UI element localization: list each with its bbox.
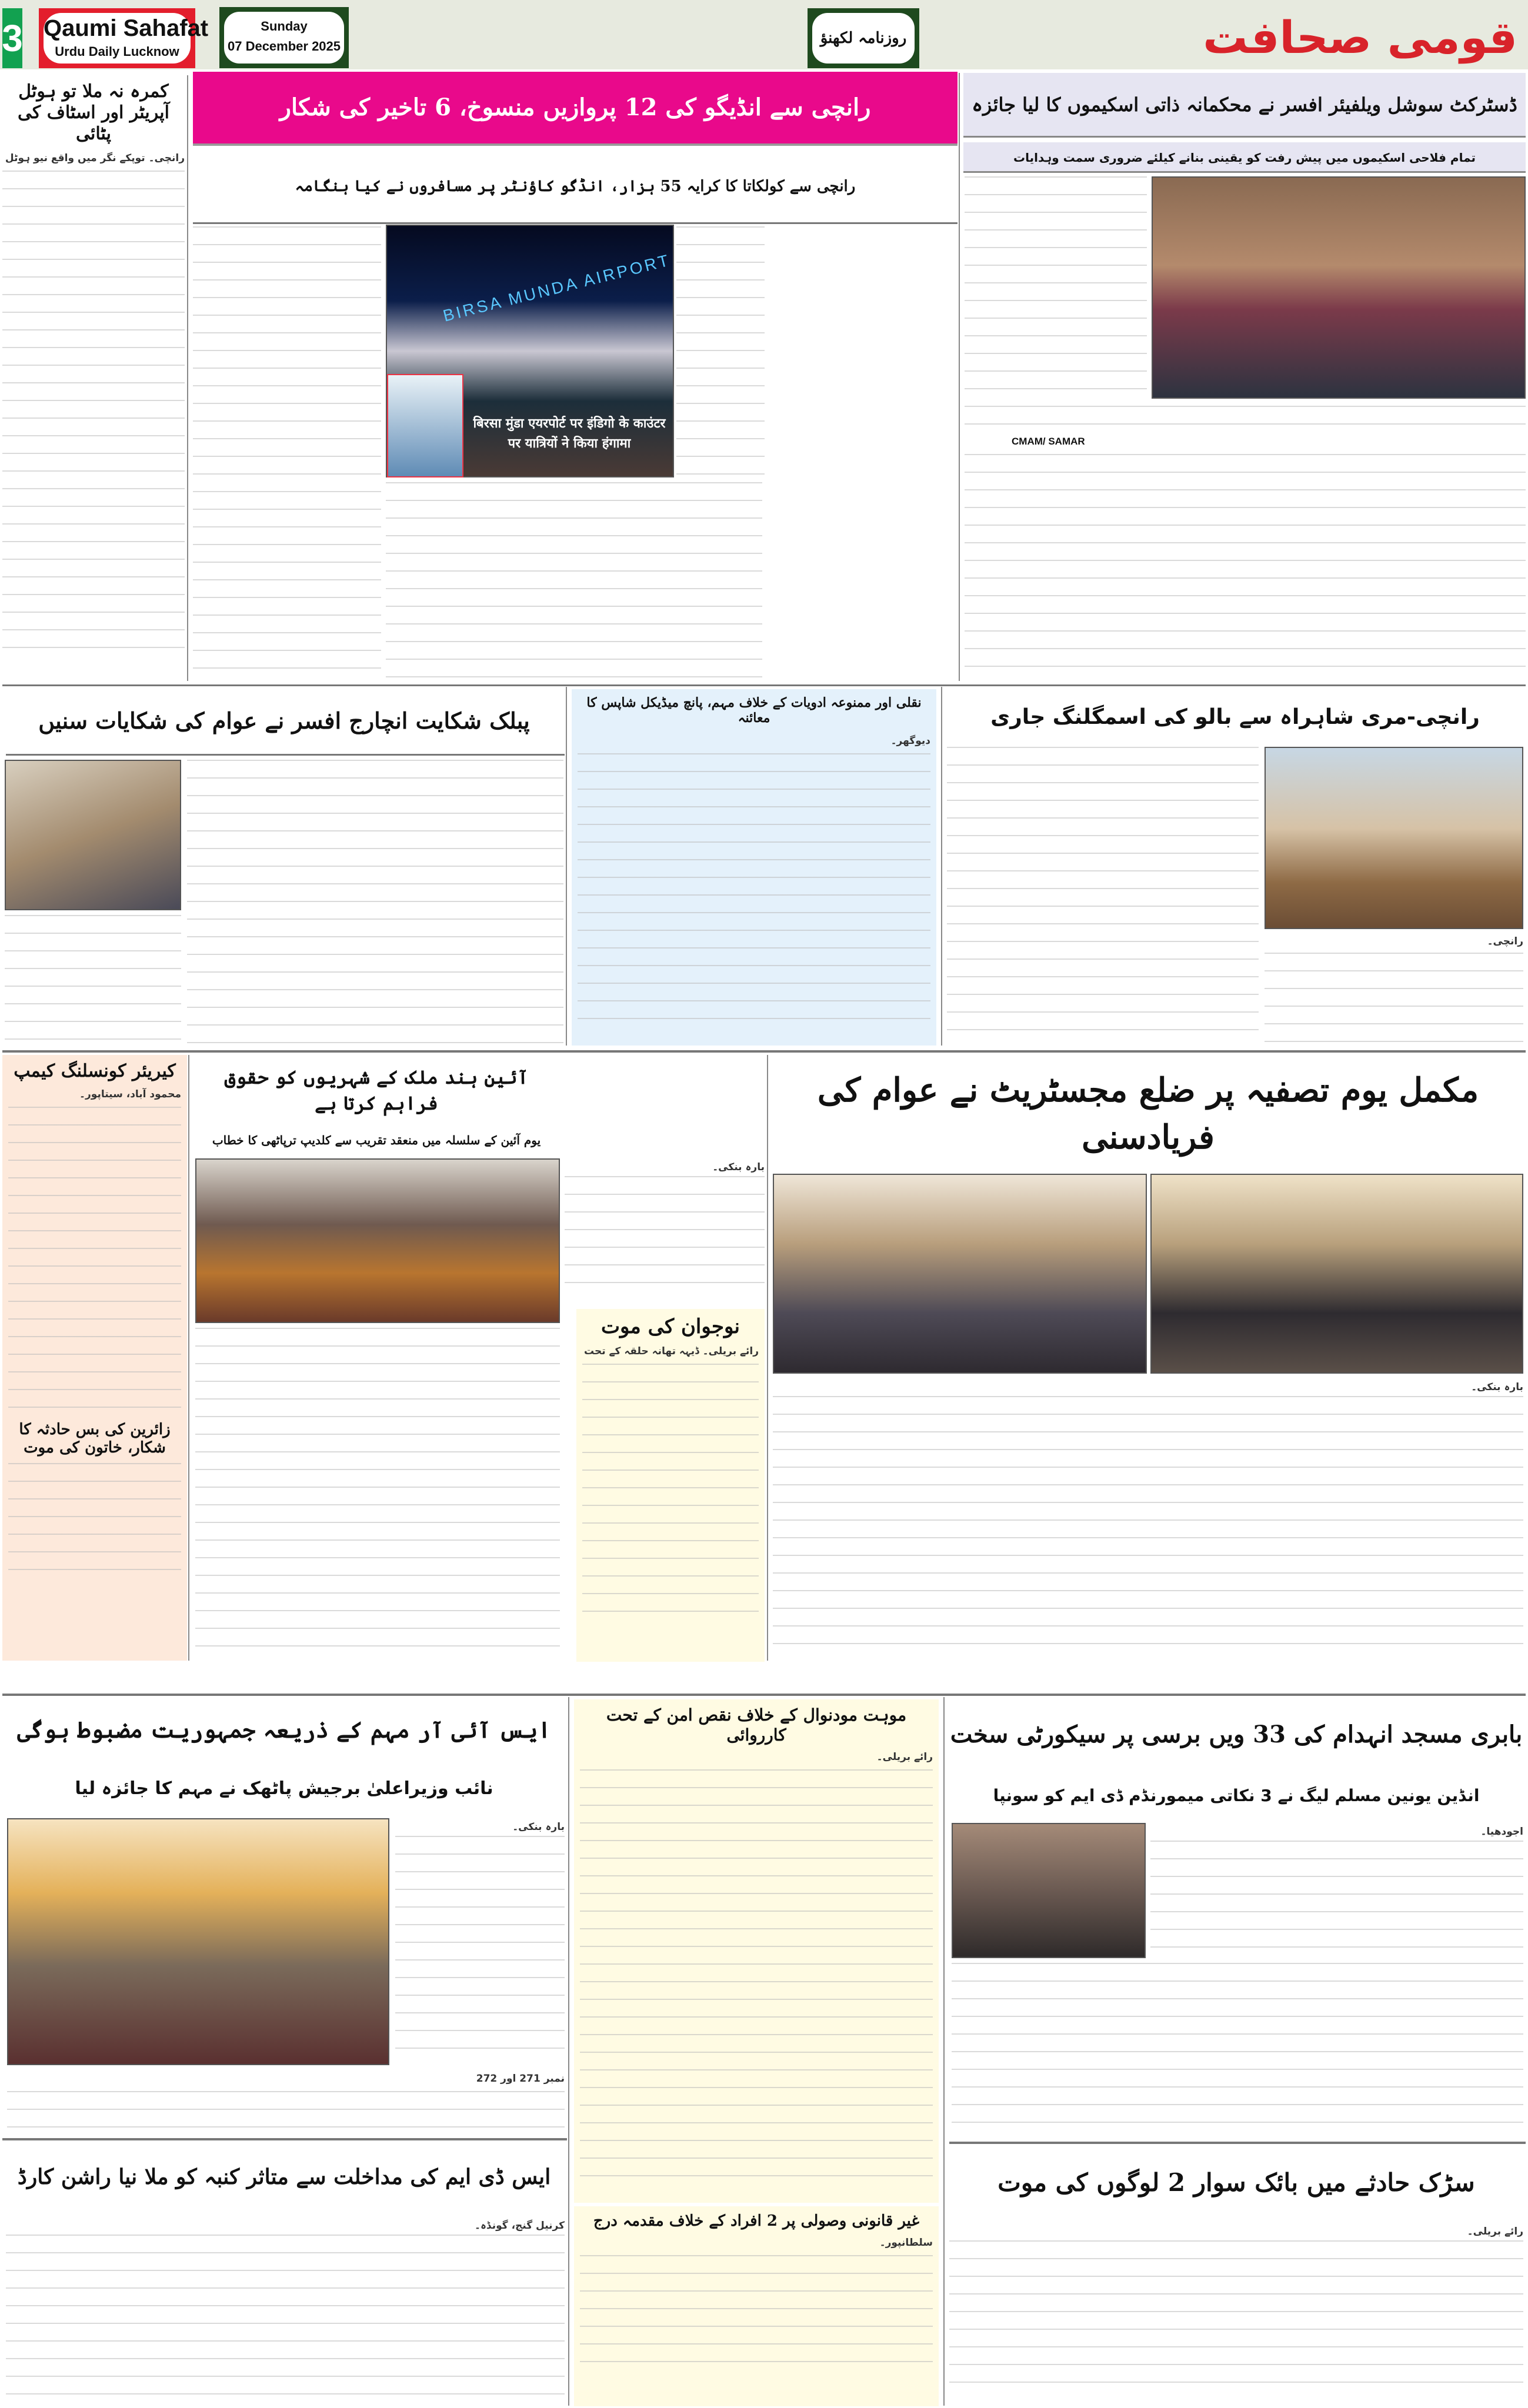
- article-text-welfare-bottom: [965, 454, 1526, 681]
- subhead-constitution: یوم آئین کے سلسلہ میں منعقد تقریب سے کلدیپ ترپاٹھی کا خطاب: [212, 1133, 541, 1147]
- photo-airport: [386, 225, 674, 477]
- photo-caption-hindi: बिरसा मुंडा एयरपोर्ट पर इंडिगो के काउंटर पर यात्रियों ने किया हंगामा: [473, 416, 666, 451]
- page-number-badge: 3: [2, 8, 22, 68]
- story-medicine: [572, 689, 936, 1046]
- dateline-career: محمود آباد، سیتاپور۔: [79, 1088, 181, 1100]
- headline-extortion: غیر قانونی وصولی پر 2 افراد کے خلاف مقدمہ درج: [593, 2212, 920, 2230]
- article-text-sir: [7, 2091, 565, 2135]
- article-text-complaint: [187, 760, 563, 1044]
- banner-indigo: رانچی سے انڈیگو کی 12 پروازیں منسوخ، 6 تاخیر کی شکار: [193, 72, 957, 146]
- headline-peace: موہت مودنوال کے خلاف نقص امن کے تحت کارروائی: [606, 1705, 907, 1745]
- headline-babri: بابری مسجد انہدام کی 33 ویں برسی پر سیکورٹی سخت: [950, 1721, 1523, 1748]
- article-text-indigo-bottom: [386, 482, 762, 681]
- section-rule: [2, 684, 1526, 686]
- subhead-indigo: رانچی سے کولکاتا کا کرایہ 55 ہزار، انڈگو کاؤنٹر پر مسافروں نے کیا ہنگامہ: [295, 178, 856, 195]
- headline-pilgrims: زائرین کی بس حادثہ کا شکار، خاتون کی موت: [19, 1421, 171, 1457]
- title-english: Qaumi Sahafat: [44, 15, 209, 41]
- column-divider: [941, 687, 942, 1046]
- photo-magistrate-desk: [1150, 1174, 1523, 1374]
- column-divider: [568, 1697, 569, 2406]
- article-text-welfare-mid: [965, 406, 1526, 429]
- article-text-peace: [580, 1769, 933, 2181]
- roznama-frame: [808, 8, 919, 68]
- photo-sir-meeting: [7, 1818, 389, 2065]
- headline-accident: سڑک حادثے میں بائک سوار 2 لوگوں کی موت: [997, 2168, 1475, 2197]
- issue-date: 07 December 2025: [227, 39, 341, 54]
- article-text-sand: [947, 747, 1259, 1041]
- dateline-magistrate: بارہ بنکی۔: [1471, 1381, 1523, 1393]
- welfare-tag: CMAM/ SAMAR: [1012, 433, 1106, 450]
- dateline-accident: رائے بریلی۔: [1467, 2226, 1523, 2237]
- column-divider: [566, 687, 567, 1046]
- article-text-sand-2: [1265, 953, 1523, 1044]
- column-divider: [187, 75, 188, 681]
- roznama-label: روزنامہ لکھنؤ: [812, 13, 915, 64]
- dateline-sir: بارہ بنکی۔: [512, 1821, 565, 1833]
- dateline-peace: رائے بریلی۔: [876, 1751, 933, 1764]
- headline-medicine: نقلی اور ممنوعہ ادویات کے خلاف مہم، پانچ میڈیکل شاپس کا معائنہ: [586, 695, 922, 726]
- article-text-constitution-right: [565, 1158, 765, 1305]
- headline-magistrate: مکمل یوم تصفیہ پر ضلع مجسٹریٹ نے عوام کی فریادسنی: [817, 1071, 1479, 1157]
- subhead-sir: نائب وزیراعلیٰ برجیش پاٹھک نے مہم کا جائزہ لیا: [75, 1778, 493, 1799]
- headline-constitution: آئین ہند ملک کے شہریوں کو حقوق فراہم کرتا ہے: [224, 1066, 529, 1114]
- dateline-constitution: بارہ بنکی۔: [712, 1161, 765, 1173]
- dateline-hotel: رانچی۔ توپکے نگر میں واقع نیو ہوٹل: [5, 152, 185, 164]
- article-text-medicine: [578, 753, 930, 1024]
- dateline-extortion: سلطانپور۔: [879, 2237, 933, 2249]
- dateline-sand: رانچی۔: [1265, 933, 1523, 950]
- section-rule: [193, 222, 957, 224]
- dateline-babri: اجودھیا۔: [1480, 1826, 1523, 1838]
- airport-sign: BIRSA MUNDA AIRPORT: [441, 251, 673, 325]
- section-rule: [949, 2142, 1526, 2144]
- story-youth: [576, 1309, 765, 1662]
- date-frame: [219, 7, 349, 68]
- photo-magistrate-hall: [773, 1174, 1147, 1374]
- headline-ration: ایس ڈی ایم کی مداخلت سے متاثر کنبہ کو ملا نیا راشن کارڈ: [17, 2165, 551, 2189]
- column-divider: [767, 1055, 768, 1661]
- section-rule: [2, 1694, 1526, 1696]
- article-text-complaint-left: [5, 915, 181, 1044]
- article-text-youth: [582, 1364, 759, 1622]
- subtitle-english: Urdu Daily Lucknow: [55, 44, 179, 59]
- dateline-youth: رائے بریلی۔ ڈیہہ تھانہ حلقہ کے تحت: [584, 1345, 759, 1357]
- headline-sir: ایس آئی آر مہم کے ذریعہ جمہوریت مضبوط ہوگی: [17, 1716, 551, 1743]
- story-extortion: [574, 2206, 939, 2406]
- photo-constitution-event: [195, 1158, 560, 1323]
- article-text-accident: [949, 2223, 1523, 2405]
- headline-complaint: پبلک شکایت انچارج افسر نے عوام کی شکایات سنیں: [38, 707, 530, 734]
- headline-welfare: ڈسٹرکٹ سوشل ویلفیئر افسر نے محکمانہ ذاتی اسکیموں کا لیا جائزہ: [963, 73, 1526, 138]
- article-text-indigo-left: [193, 226, 381, 679]
- column-divider: [188, 1055, 189, 1661]
- photo-complaint-officer: [5, 760, 181, 910]
- column-divider: [959, 73, 960, 681]
- headline-hotel: کمرہ نہ ملا تو ہوٹل آپریٹر اور اسٹاف کی پٹائی: [18, 81, 169, 144]
- column-divider: [943, 1697, 945, 2406]
- article-text-career: [8, 1107, 181, 1412]
- headline-youth: نوجوان کی موت: [600, 1315, 740, 1338]
- section-rule: [6, 754, 565, 756]
- story-peace: [574, 1699, 939, 2203]
- article-text-pilgrims: [8, 1463, 181, 1581]
- dateline-ration: کرنیل گنج، گونڈہ۔: [475, 2220, 565, 2232]
- title-urdu-logo: قومی صحافت: [1203, 11, 1517, 64]
- inset-photo-indigo-planes: [387, 374, 463, 477]
- story-career: [2, 1055, 187, 1661]
- photo-babri-memorandum: [952, 1823, 1146, 1958]
- story-hotel: [2, 75, 185, 681]
- article-text-sir-right: [395, 1818, 565, 2065]
- photo-sand-heaps: [1265, 747, 1523, 929]
- article-text-welfare-top: [965, 176, 1147, 399]
- headline-career: کیریئر کونسلنگ کیمپ: [14, 1061, 176, 1081]
- article-text-babri-right: [1150, 1823, 1523, 1958]
- english-title-frame: [39, 8, 209, 68]
- article-text-extortion: [580, 2255, 933, 2373]
- article-text-hotel: [2, 171, 185, 653]
- dateline-medicine: دیوگھر۔: [890, 734, 930, 747]
- article-text-constitution: [195, 1328, 560, 1661]
- issue-day: Sunday: [261, 19, 308, 34]
- section-rule: [2, 2138, 567, 2140]
- article-text-babri: [952, 1963, 1523, 2137]
- subhead-babri: انڈین یونین مسلم لیگ نے 3 نکاتی میمورنڈم ڈی ایم کو سونپا: [993, 1786, 1480, 1805]
- photo-welfare-meeting: [1152, 176, 1526, 399]
- article-text-ration: [6, 2217, 565, 2405]
- headline-sand: رانچی-مری شاہراہ سے بالو کی اسمگلنگ جاری: [990, 705, 1480, 729]
- section-rule: [2, 1050, 1526, 1053]
- article-text-magistrate: [773, 1378, 1523, 1661]
- subhead-welfare: تمام فلاحی اسکیموں میں پیش رفت کو یقینی بنانے کیلئے ضروری سمت وہدایات: [963, 142, 1526, 173]
- sir-booth-numbers: نمبر 271 اور 272: [7, 2070, 565, 2088]
- article-text-indigo-right: [676, 226, 765, 479]
